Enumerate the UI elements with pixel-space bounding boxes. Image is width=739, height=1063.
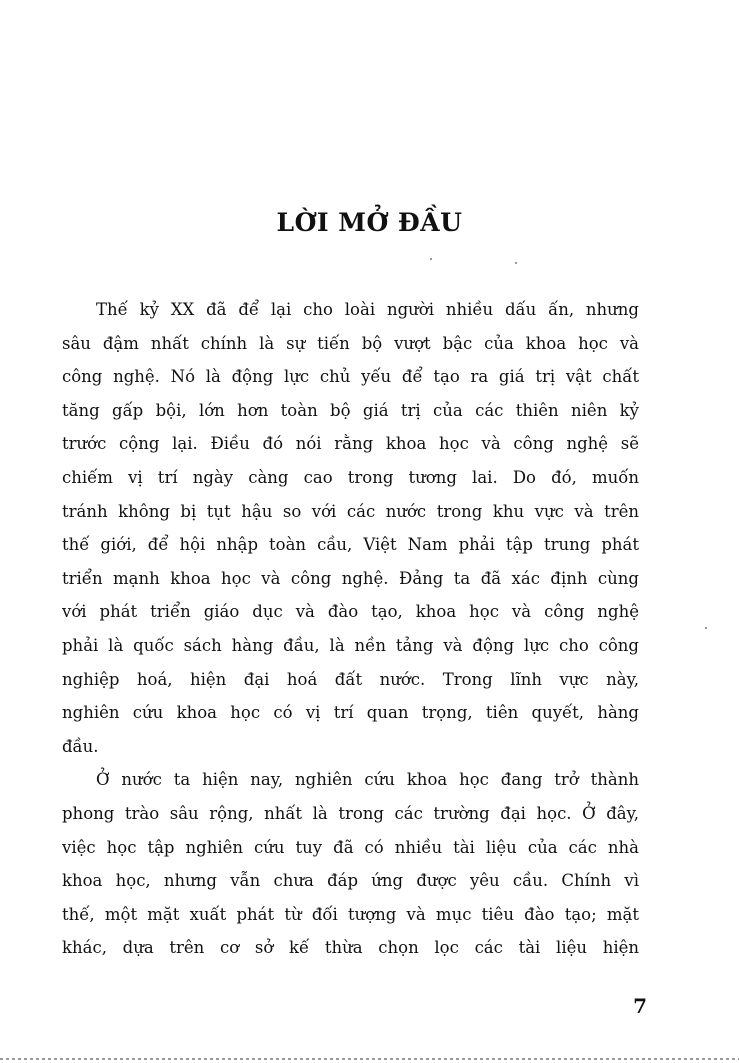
text-line: nghiên cứu khoa học có vị trí quan trọng, tiên quyết, hàng	[62, 703, 639, 723]
text-line: đầu.	[62, 736, 99, 756]
text-line: với phát triển giáo dục và đào tạo, khoa học và công nghệ	[62, 602, 639, 622]
text-line: thế giới, để hội nhập toàn cầu, Việt Nam phải tập trung phát	[62, 535, 639, 555]
text-line: Thế kỷ XX đã để lại cho loài người nhiều dấu ấn, nhưng	[96, 300, 639, 319]
scan-speck	[515, 262, 517, 264]
body-text	[62, 293, 639, 965]
page-title: LỜI MỞ ĐẦU	[276, 208, 463, 237]
text-line: tăng gấp bội, lớn hơn toàn bộ giá trị của các thiên niên kỷ	[62, 400, 639, 420]
text-line: chiếm vị trí ngày càng cao trong tương lai. Do đó, muốn	[62, 467, 639, 487]
scan-speck	[430, 258, 432, 260]
text-line: trước cộng lại. Điều đó nói rằng khoa học và công nghệ sẽ	[62, 434, 639, 454]
page-number: 7	[633, 994, 647, 1018]
text-line: phải là quốc sách hàng đầu, là nền tảng và động lực cho công	[62, 635, 639, 655]
text-line: việc học tập nghiên cứu tuy đã có nhiều tài liệu của các nhà	[62, 837, 639, 857]
text-line: khác, dựa trên cơ sở kế thừa chọn lọc các tài liệu hiện	[62, 938, 639, 958]
text-line: tránh không bị tụt hậu so với các nước trong khu vực và trên	[62, 501, 639, 521]
text-line: triển mạnh khoa học và công nghệ. Đảng ta đã xác định cùng	[62, 568, 639, 588]
text-line: sâu đậm nhất chính là sự tiến bộ vượt bậc của khoa học và	[62, 333, 639, 353]
text-line: phong trào sâu rộng, nhất là trong các trường đại học. Ở đây,	[62, 803, 639, 823]
text-line: Ở nước ta hiện nay, nghiên cứu khoa học đang trở thành	[96, 770, 639, 790]
scan-speck	[705, 627, 707, 629]
text-line: nghiệp hoá, hiện đại hoá đất nước. Trong lĩnh vực này,	[62, 669, 639, 689]
text-line: công nghệ. Nó là động lực chủ yếu để tạo ra giá trị vật chất	[62, 367, 639, 387]
text-line: khoa học, nhưng vẫn chưa đáp ứng được yêu cầu. Chính vì	[62, 871, 639, 891]
page-bottom-edge	[0, 1058, 739, 1060]
text-line: thế, một mặt xuất phát từ đối tượng và mục tiêu đào tạo; mặt	[62, 904, 639, 924]
